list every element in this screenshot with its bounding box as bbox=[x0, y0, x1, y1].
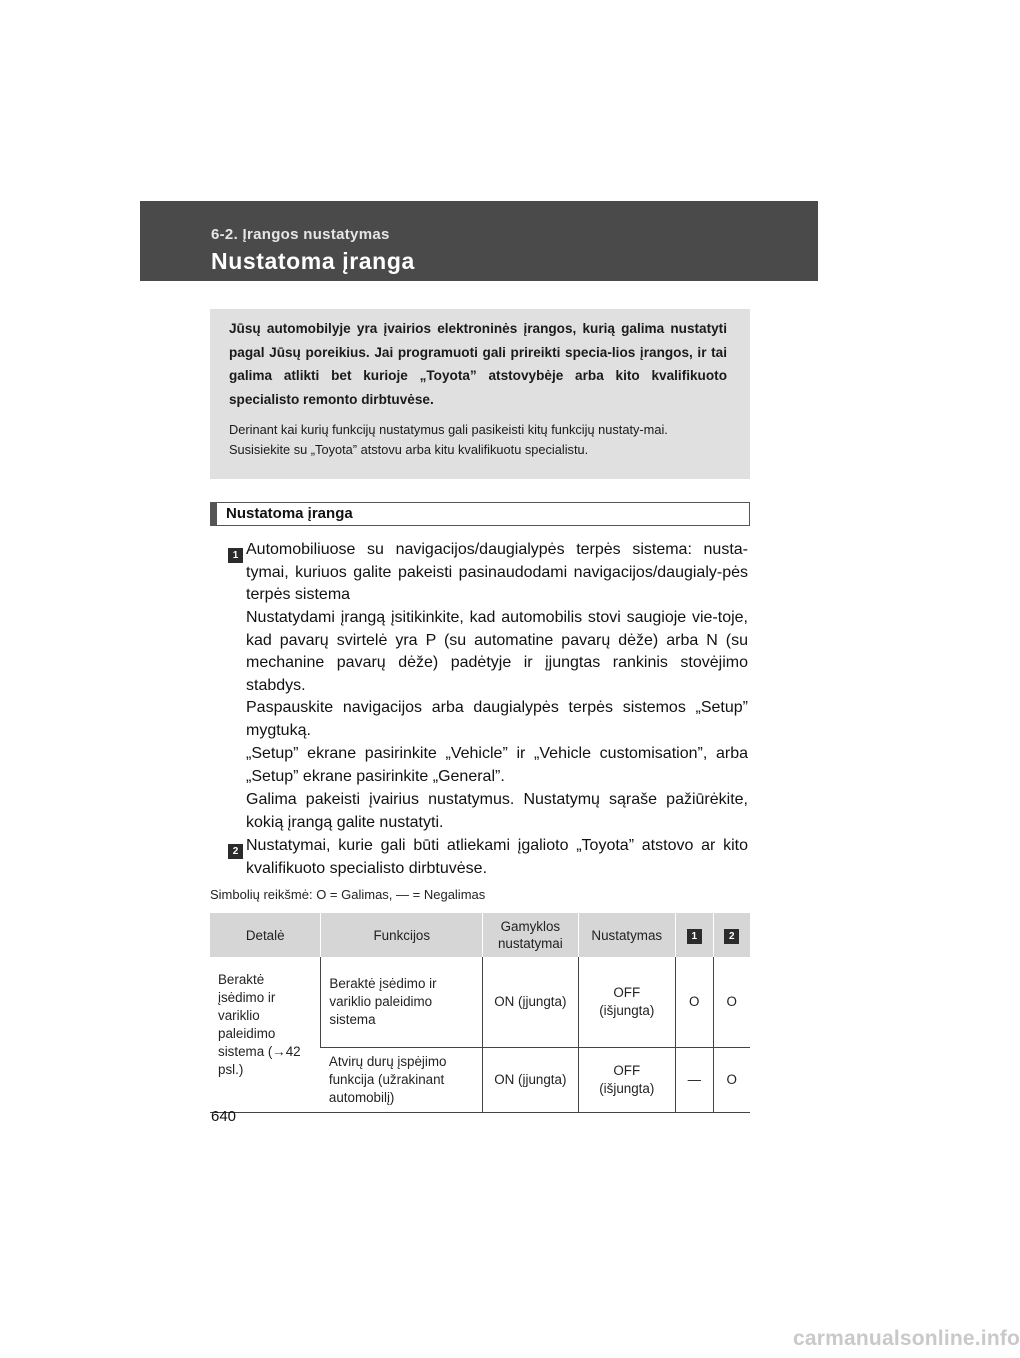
table-cell-setting: OFF (išjungta) bbox=[578, 957, 676, 1047]
header-badge-2: 2 bbox=[724, 929, 739, 944]
table-cell-col-2: O bbox=[713, 1047, 750, 1112]
step-1-instruction-2: Paspauskite navigacijos arba daugialypės terpės sistemos „Setup” mygtuką. bbox=[246, 699, 748, 739]
table-header-row bbox=[210, 913, 750, 957]
header-default: Gamyklos nustatymai bbox=[483, 913, 578, 957]
watermark: carmanualsonline.info bbox=[793, 1327, 1020, 1350]
header-col-1 bbox=[676, 913, 714, 957]
table-cell-col-1: — bbox=[676, 1047, 714, 1112]
section-label: 6-2. Įrangos nustatymas bbox=[211, 226, 390, 243]
table-cell-col-2: O bbox=[713, 957, 750, 1047]
subsection-header-bar bbox=[211, 503, 217, 525]
intro-box bbox=[210, 309, 750, 479]
header-badge-1: 1 bbox=[687, 929, 702, 944]
table-cell-col-1: O bbox=[676, 957, 714, 1047]
page-number: 640 bbox=[211, 1108, 237, 1125]
step-1-instruction-1: Nustatydami įrangą įsitikinkite, kad automobilis stovi saugioje vie-toje, kad pavarų svirtelė yra P (su automatine pavarų dėže) arba N (su mechanine pavarų dėže) padėtyje ir įjungtas rankinis stovėjimo stabdys. bbox=[246, 609, 748, 695]
step-2-text: Nustatymai, kurie gali būti atliekami įgalioto „Toyota” atstovo ar kito kvalifikuoto specialisto dirbtuvėse. bbox=[246, 837, 748, 877]
header-functions: Funkcijos bbox=[321, 913, 483, 957]
subsection-header bbox=[210, 502, 750, 526]
table-row bbox=[210, 957, 750, 1047]
table-cell-function: Beraktė įsėdimo ir variklio paleidimo sistema bbox=[321, 957, 483, 1047]
table-cell-item: Beraktė įsėdimo ir variklio paleidimo sistema (→42 psl.) bbox=[210, 957, 321, 1112]
step-1-instruction-4: Galima pakeisti įvairius nustatymus. Nustatymų sąraše pažiūrėkite, kokią įrangą galite nustatyti. bbox=[246, 791, 748, 831]
page-title: Nustatoma įranga bbox=[211, 248, 415, 274]
table-cell-setting: OFF (išjungta) bbox=[578, 1047, 676, 1112]
table-cell-function: Atvirų durų įspėjimo funkcija (užrakinant automobilį) bbox=[321, 1047, 483, 1112]
step-badge-1: 1 bbox=[228, 548, 243, 563]
symbol-legend: Simbolių reikšmė: O = Galimas, — = Negalimas bbox=[210, 887, 486, 902]
step-1-text: Automobiliuose su navigacijos/daugialypės terpės sistema: nusta-tymai, kuriuos galite pakeisti pasinaudodami navigacijos/daugialy-pės terpės sistema bbox=[246, 541, 748, 604]
intro-bold-text: Jūsų automobilyje yra įvairios elektroninės įrangos, kurią galima nustatyti pagal Jūsų poreikius. Jai programuoti gali prireikti specia-lios įrangos, ir tai galima atlikti bet kurioje „Toyota” atstovybėje arba kito kvalifikuoto specialisto remonto dirbtuvėse. bbox=[229, 321, 727, 407]
step-badge-2: 2 bbox=[228, 844, 243, 859]
header-setting: Nustatymas bbox=[578, 913, 676, 957]
subsection-title: Nustatoma įranga bbox=[226, 505, 353, 522]
section-header-band bbox=[140, 201, 818, 281]
step-1-instruction-3: „Setup” ekrane pasirinkite „Vehicle” ir „Vehicle customisation”, arba „Setup” ekrane pasirinkite „General”. bbox=[246, 745, 748, 785]
header-col-2 bbox=[713, 913, 750, 957]
header-item: Detalė bbox=[210, 913, 321, 957]
table-cell-default: ON (įjungta) bbox=[483, 957, 578, 1047]
settings-table bbox=[210, 913, 750, 1113]
intro-note-text: Derinant kai kurių funkcijų nustatymus gali pasikeisti kitų funkcijų nustaty-mai. Susisiekite su „Toyota” atstovu arba kitu kvalifikuotu specialistu. bbox=[229, 422, 668, 457]
table-cell-default: ON (įjungta) bbox=[483, 1047, 578, 1112]
